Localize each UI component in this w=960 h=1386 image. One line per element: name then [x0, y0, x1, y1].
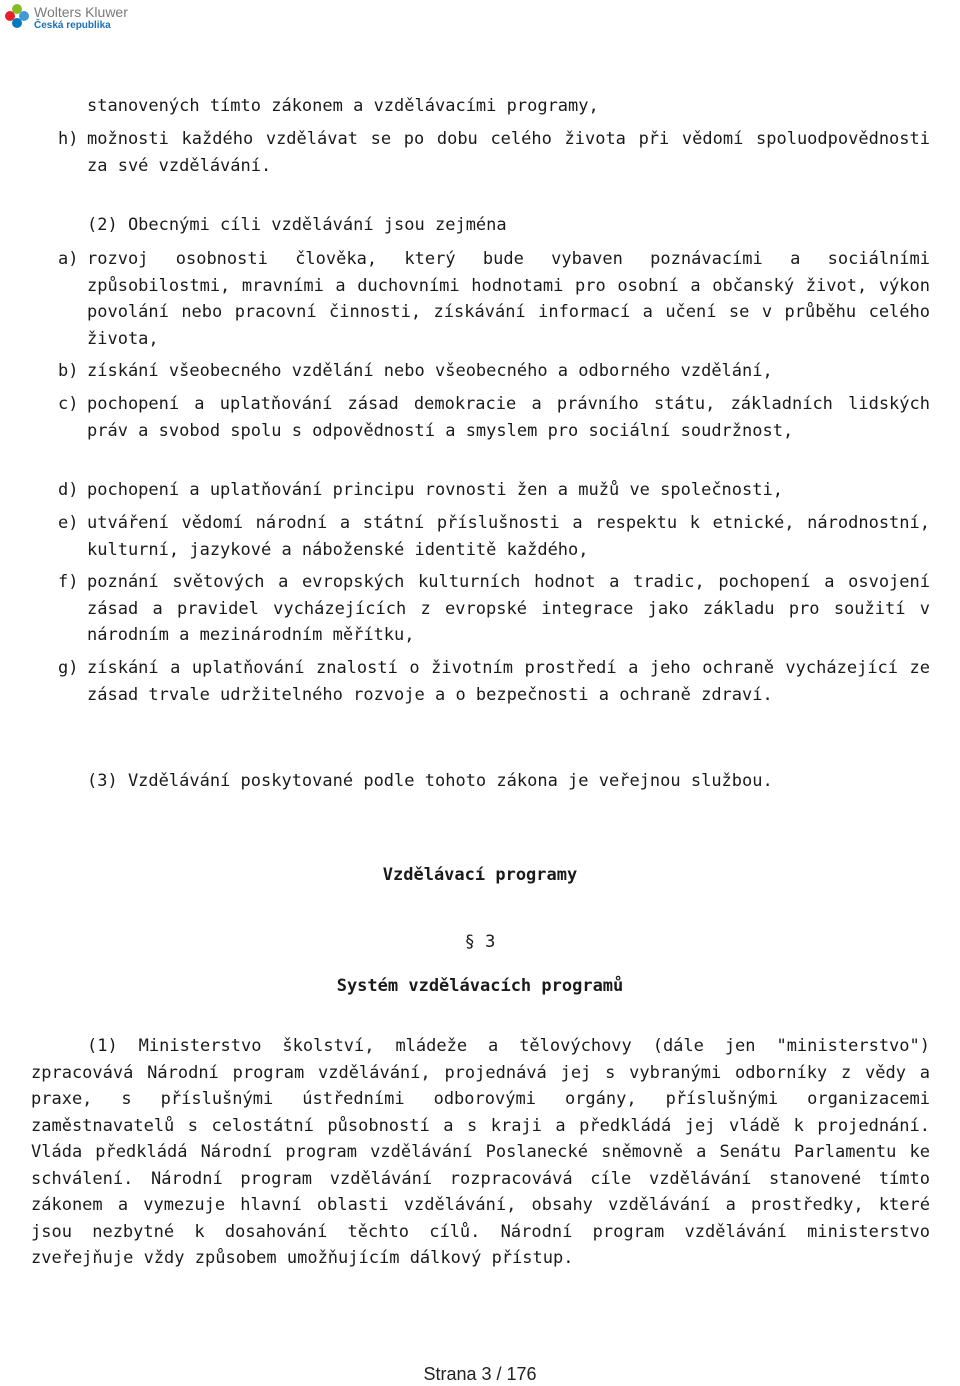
list-item-f — [58, 569, 930, 649]
list-item-label: h) — [58, 129, 79, 149]
list-item-text: získání a uplatňování znalostí o životním prostředí a jeho ochraně vycházející ze zásad trvale udržitelného rozvoje a o bezpečnosti a ochraně zdraví. — [87, 658, 930, 705]
paragraph-number: § 3 — [464, 932, 496, 952]
list-item-label: a) — [58, 249, 79, 269]
list-item-text: pochopení a uplatňování zásad demokracie a právního státu, základních lidských práv a svobod spolu s odpovědností a smyslem pro sociální soudržnost, — [87, 394, 930, 441]
list-item-text: utváření vědomí národní a státní příslušnosti a respektu k etnické, národnostní, kulturní, jazykové a náboženské identitě každého, — [87, 513, 930, 560]
page-number: Strana 3 / 176 — [423, 1364, 537, 1384]
list-item-label: d) — [58, 480, 79, 500]
list-item-text: získání všeobecného vzdělání nebo všeobecného a odborného vzdělání, — [87, 361, 773, 381]
paragraph-title: Systém vzdělávacích programů — [336, 976, 624, 996]
list-item-label: g) — [58, 658, 79, 678]
list-item-c — [58, 391, 930, 444]
paragraph-3: (3) Vzdělávání poskytované podle tohoto zákona je veřejnou službou. — [87, 771, 773, 791]
list-item-g — [58, 655, 930, 708]
list-item-label: b) — [58, 361, 79, 381]
brand-mark-icon — [5, 4, 29, 28]
list-item-b — [58, 358, 930, 385]
list-item-label: c) — [58, 394, 79, 414]
brand-name: Wolters Kluwer — [34, 4, 128, 20]
list-item-text: možnosti každého vzdělávat se po dobu celého života při vědomí spoluodpovědnosti za své vzdělávání. — [87, 129, 930, 176]
wolters-kluwer-logo — [5, 4, 128, 34]
list-item-text: pochopení a uplatňování principu rovnosti žen a mužů ve společnosti, — [87, 480, 783, 500]
section-heading: Vzdělávací programy — [382, 865, 578, 885]
list-item-text: rozvoj osobnosti člověka, který bude vybaven poznávacími a sociálními způsobilostmi, mravními a duchovními hodnotami pro osobní a občanský život, výkon povolání nebo pracovní činnosti, získávání informací a učení se v průběhu celého života, — [87, 249, 930, 349]
list-item-a — [58, 246, 930, 352]
paragraph-2-intro: (2) Obecnými cíli vzdělávání jsou zejména — [87, 215, 507, 235]
list-item-label: e) — [58, 513, 79, 533]
continuation-line: stanovených tímto zákonem a vzdělávacími programy, — [87, 96, 599, 116]
list-item-label: f) — [58, 572, 79, 592]
list-item-h — [58, 126, 930, 179]
paragraph-1-body: (1) Ministerstvo školství, mládeže a tělovýchovy (dále jen "ministerstvo") zpracovává Národní program vzdělávání, projednává jej s vybranými odborníky z vědy a praxe, s příslušnými ústředními odborovými orgány, příslušnými organizacemi zaměstnavatelů s celostátní působností a s kraji a předkládá jej vládě k projednání. Vláda předkládá Národní program vzdělávání Poslanecké sněmovně a Senátu Parlamentu ke schválení. Národní program vzdělávání rozpracovává cíle vzdělávání stanovené tímto zákonem a vymezuje hlavní oblasti vzdělávání, obsahy vzdělávání a prostředky, které jsou nezbytné k dosahování těchto cílů. Národní program vzdělávání ministerstvo zveřejňuje vždy způsobem umožňujícím dálkový přístup. — [31, 1036, 930, 1268]
list-item-d — [58, 477, 930, 504]
list-item-text: poznání světových a evropských kulturních hodnot a tradic, pochopení a osvojení zásad a pravidel vycházejících z evropské integrace jako základu pro soužití v národním a mezinárodním měřítku, — [87, 572, 930, 645]
brand-subtitle: Česká republika — [34, 20, 111, 31]
list-item-e — [58, 510, 930, 563]
